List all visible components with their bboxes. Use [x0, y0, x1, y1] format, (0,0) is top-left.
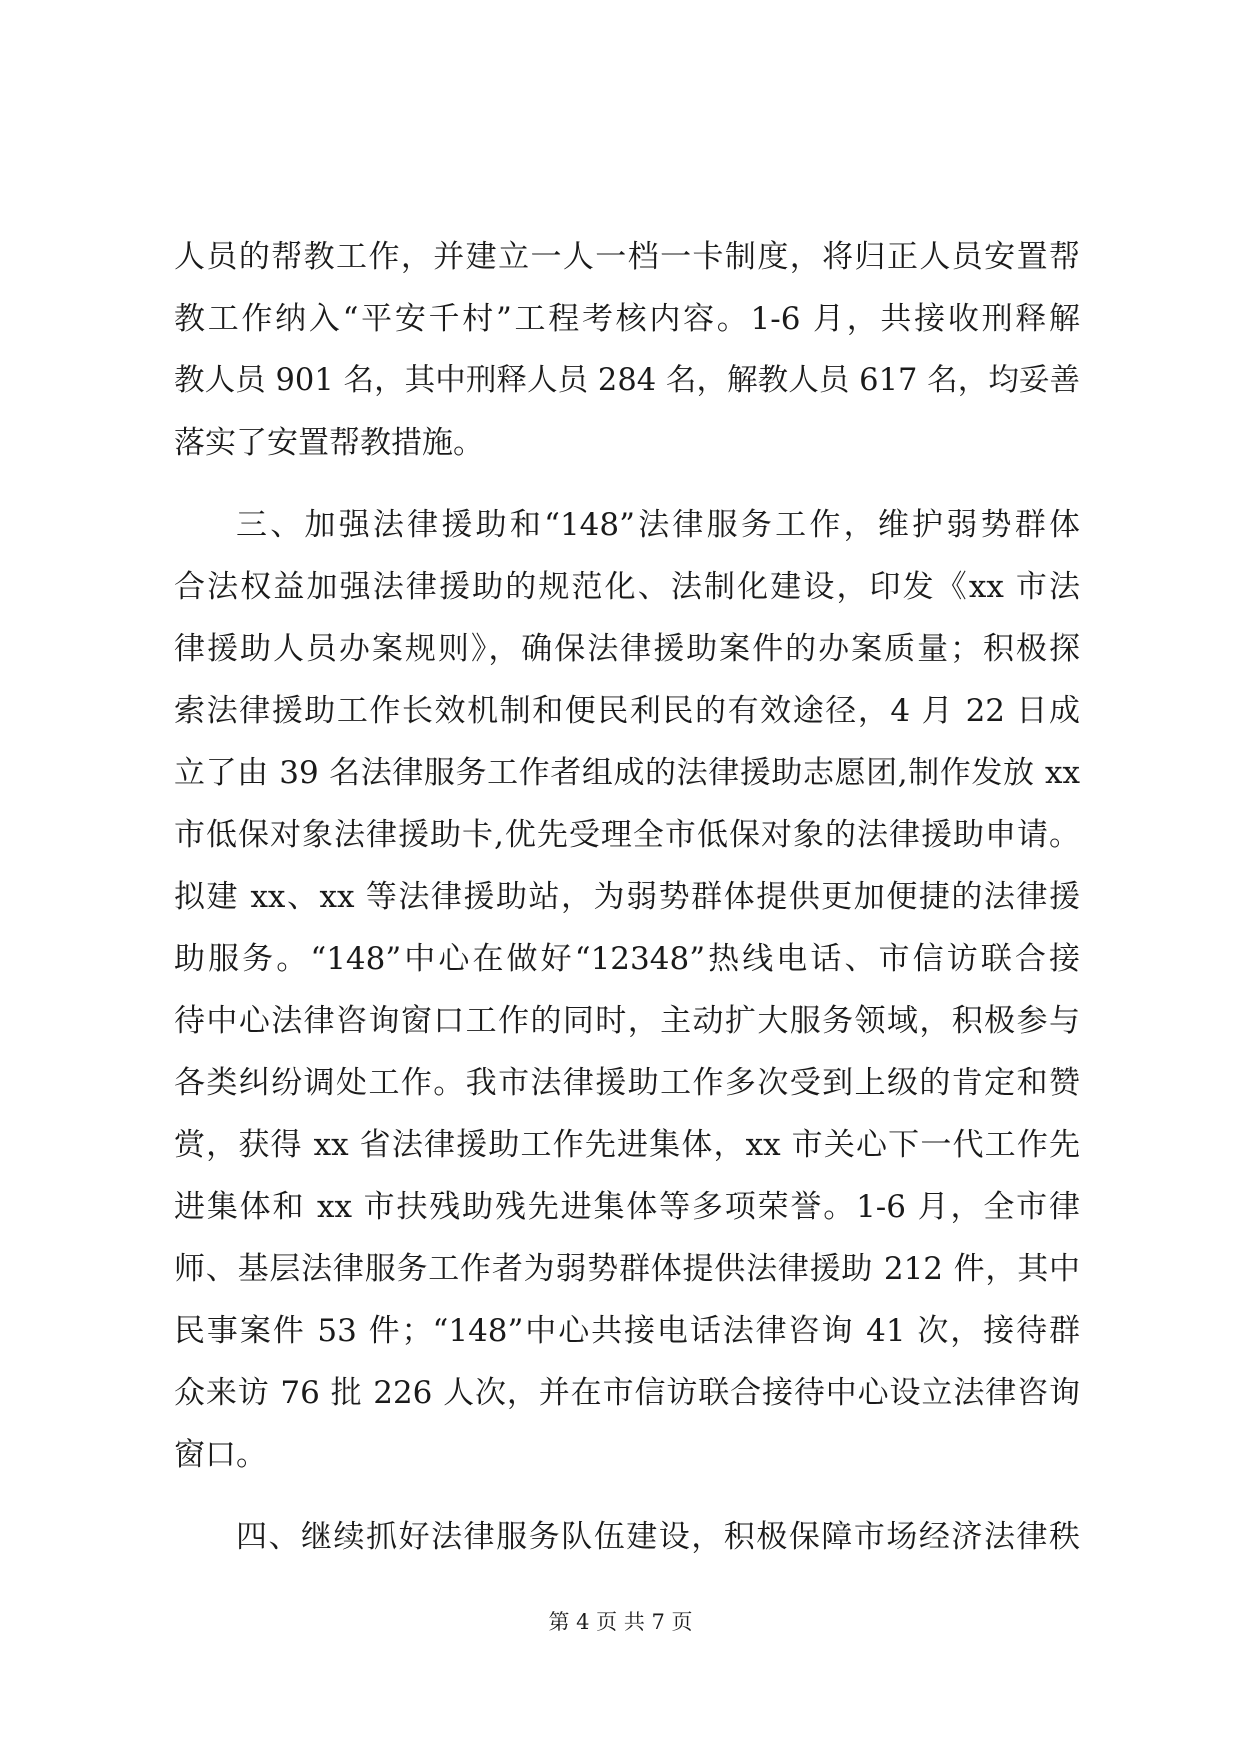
paragraph-spacer — [174, 474, 1080, 494]
text-line: 落实了安置帮教措施。 — [174, 425, 484, 461]
text-line: 民事案件 53 件；“148”中心共接电话法律咨询 41 次，接待群 — [174, 1313, 1080, 1349]
text-line: 拟建 xx、xx 等法律援助站，为弱势群体提供更加便捷的法律援 — [174, 879, 1080, 915]
text-line: 人员的帮教工作，并建立一人一档一卡制度，将归正人员安置帮 — [174, 239, 1080, 275]
text-line: 立了由 39 名法律服务工作者组成的法律援助志愿团,制作发放 xx — [174, 755, 1080, 791]
text-line: 众来访 76 批 226 人次，并在市信访联合接待中心设立法律咨询 — [174, 1375, 1080, 1411]
text-line: 合法权益加强法律援助的规范化、法制化建设，印发《xx 市法 — [174, 569, 1080, 605]
paragraph — [174, 226, 1080, 474]
section-heading-line: 四、继续抓好法律服务队伍建设，积极保障市场经济法律秩 — [236, 1519, 1080, 1555]
text-line: 各类纠纷调处工作。我市法律援助工作多次受到上级的肯定和赞 — [174, 1065, 1080, 1101]
page-number-footer: 第 4 页 共 7 页 — [548, 1610, 693, 1634]
paragraph — [174, 494, 1080, 1486]
text-line: 师、基层法律服务工作者为弱势群体提供法律援助 212 件，其中 — [174, 1251, 1080, 1287]
section-heading-line: 三、加强法律援助和“148”法律服务工作，维护弱势群体 — [236, 507, 1080, 543]
text-line: 赏，获得 xx 省法律援助工作先进集体，xx 市关心下一代工作先 — [174, 1127, 1080, 1163]
text-line: 教工作纳入“平安千村”工程考核内容。1-6 月，共接收刑释解 — [174, 301, 1080, 337]
text-line: 律援助人员办案规则》，确保法律援助案件的办案质量；积极探 — [174, 631, 1080, 667]
text-line: 助服务。“148”中心在做好“12348”热线电话、市信访联合接 — [174, 941, 1080, 977]
paragraph-spacer — [174, 1486, 1080, 1506]
document-body — [174, 226, 1080, 1568]
text-line: 市低保对象法律援助卡,优先受理全市低保对象的法律援助申请。 — [174, 817, 1080, 853]
paragraph — [174, 1506, 1080, 1568]
text-line: 进集体和 xx 市扶残助残先进集体等多项荣誉。1-6 月，全市律 — [174, 1189, 1080, 1225]
text-line: 窗口。 — [174, 1437, 267, 1473]
text-line: 待中心法律咨询窗口工作的同时，主动扩大服务领域，积极参与 — [174, 1003, 1080, 1039]
text-line: 索法律援助工作长效机制和便民利民的有效途径，4 月 22 日成 — [174, 693, 1080, 729]
text-line: 教人员 901 名，其中刑释人员 284 名，解教人员 617 名，均妥善 — [174, 363, 1080, 398]
